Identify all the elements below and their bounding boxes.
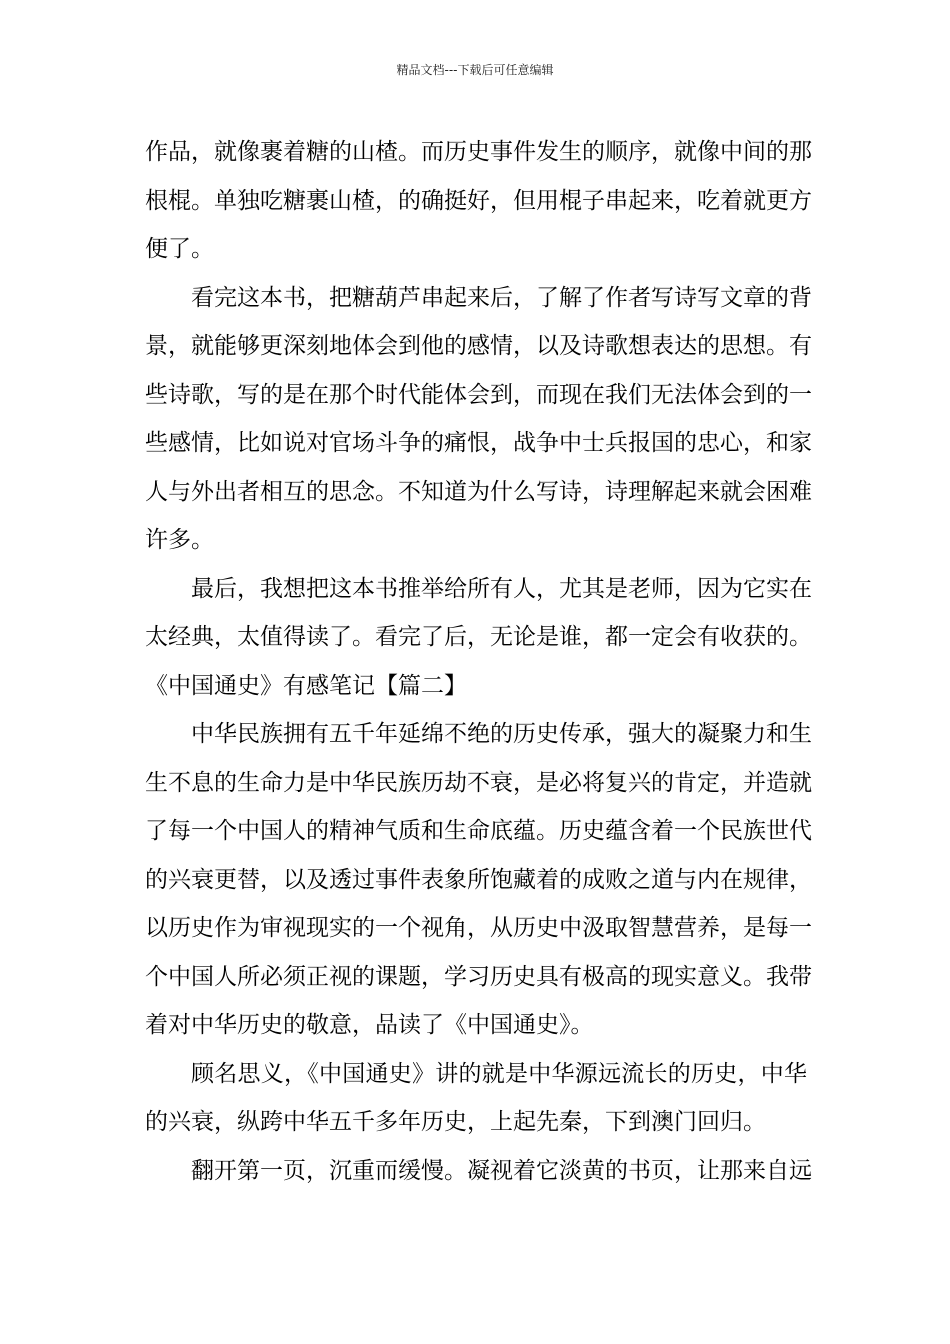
- text-line: 许多。: [145, 527, 214, 553]
- paragraph-first-line: 翻开第一页，沉重而缓慢。凝视着它淡黄的书页，让那来自远: [191, 1157, 812, 1184]
- section-heading: 《中国通史》有感笔记【篇二】: [145, 672, 467, 699]
- paragraph-first-line: 最后，我想把这本书推举给所有人，尤其是老师，因为它实在: [191, 575, 812, 602]
- text-line: 的兴衰更替，以及透过事件表象所饱藏着的成败之道与内在规律，: [145, 866, 812, 893]
- text-line: 根棍。单独吃糖裹山楂，的确挺好，但用棍子串起来，吃着就更方: [145, 187, 812, 214]
- text-line: 作品，就像裹着糖的山楂。而历史事件发生的顺序，就像中间的那: [145, 139, 812, 165]
- text-line: 太经典，太值得读了。看完了后，无论是谁，都一定会有收获的。: [145, 624, 812, 650]
- text-line: 了每一个中国人的精神气质和生命底蕴。历史蕴含着一个民族世代: [145, 818, 812, 844]
- text-line: 便了。: [145, 236, 214, 262]
- document-body: [145, 130, 812, 1197]
- page-header: 精品文档---下载后可任意编辑: [396, 63, 554, 77]
- paragraph-first-line: 看完这本书，把糖葫芦串起来后，了解了作者写诗写文章的背: [191, 284, 812, 311]
- text-line: 些感情，比如说对官场斗争的痛恨，战争中士兵报国的忠心，和家: [145, 430, 812, 456]
- paragraph-first-line: 顾名思义，《中国通史》讲的就是中华源远流长的历史，中华: [191, 1060, 807, 1087]
- text-line: 着对中华历史的敬意，品读了《中国通史》。: [145, 1012, 594, 1038]
- text-line: 些诗歌，写的是在那个时代能体会到，而现在我们无法体会到的一: [145, 381, 812, 408]
- text-line: 以历史作为审视现实的一个视角，从历史中汲取智慧营养，是每一: [145, 915, 812, 941]
- text-line: 景，就能够更深刻地体会到他的感情，以及诗歌想表达的思想。有: [145, 333, 812, 359]
- text-line: 生不息的生命力是中华民族历劫不衰，是必将复兴的肯定，并造就: [145, 769, 812, 796]
- text-line: 个中国人所必须正视的课题，学习历史具有极高的现实意义。我带: [145, 963, 812, 990]
- text-line: 的兴衰，纵跨中华五千多年历史，上起先秦，下到澳门回归。: [145, 1109, 766, 1135]
- text-line: 人与外出者相互的思念。不知道为什么写诗，诗理解起来就会困难: [145, 478, 812, 505]
- paragraph-first-line: 中华民族拥有五千年延绵不绝的历史传承，强大的凝聚力和生: [191, 721, 812, 747]
